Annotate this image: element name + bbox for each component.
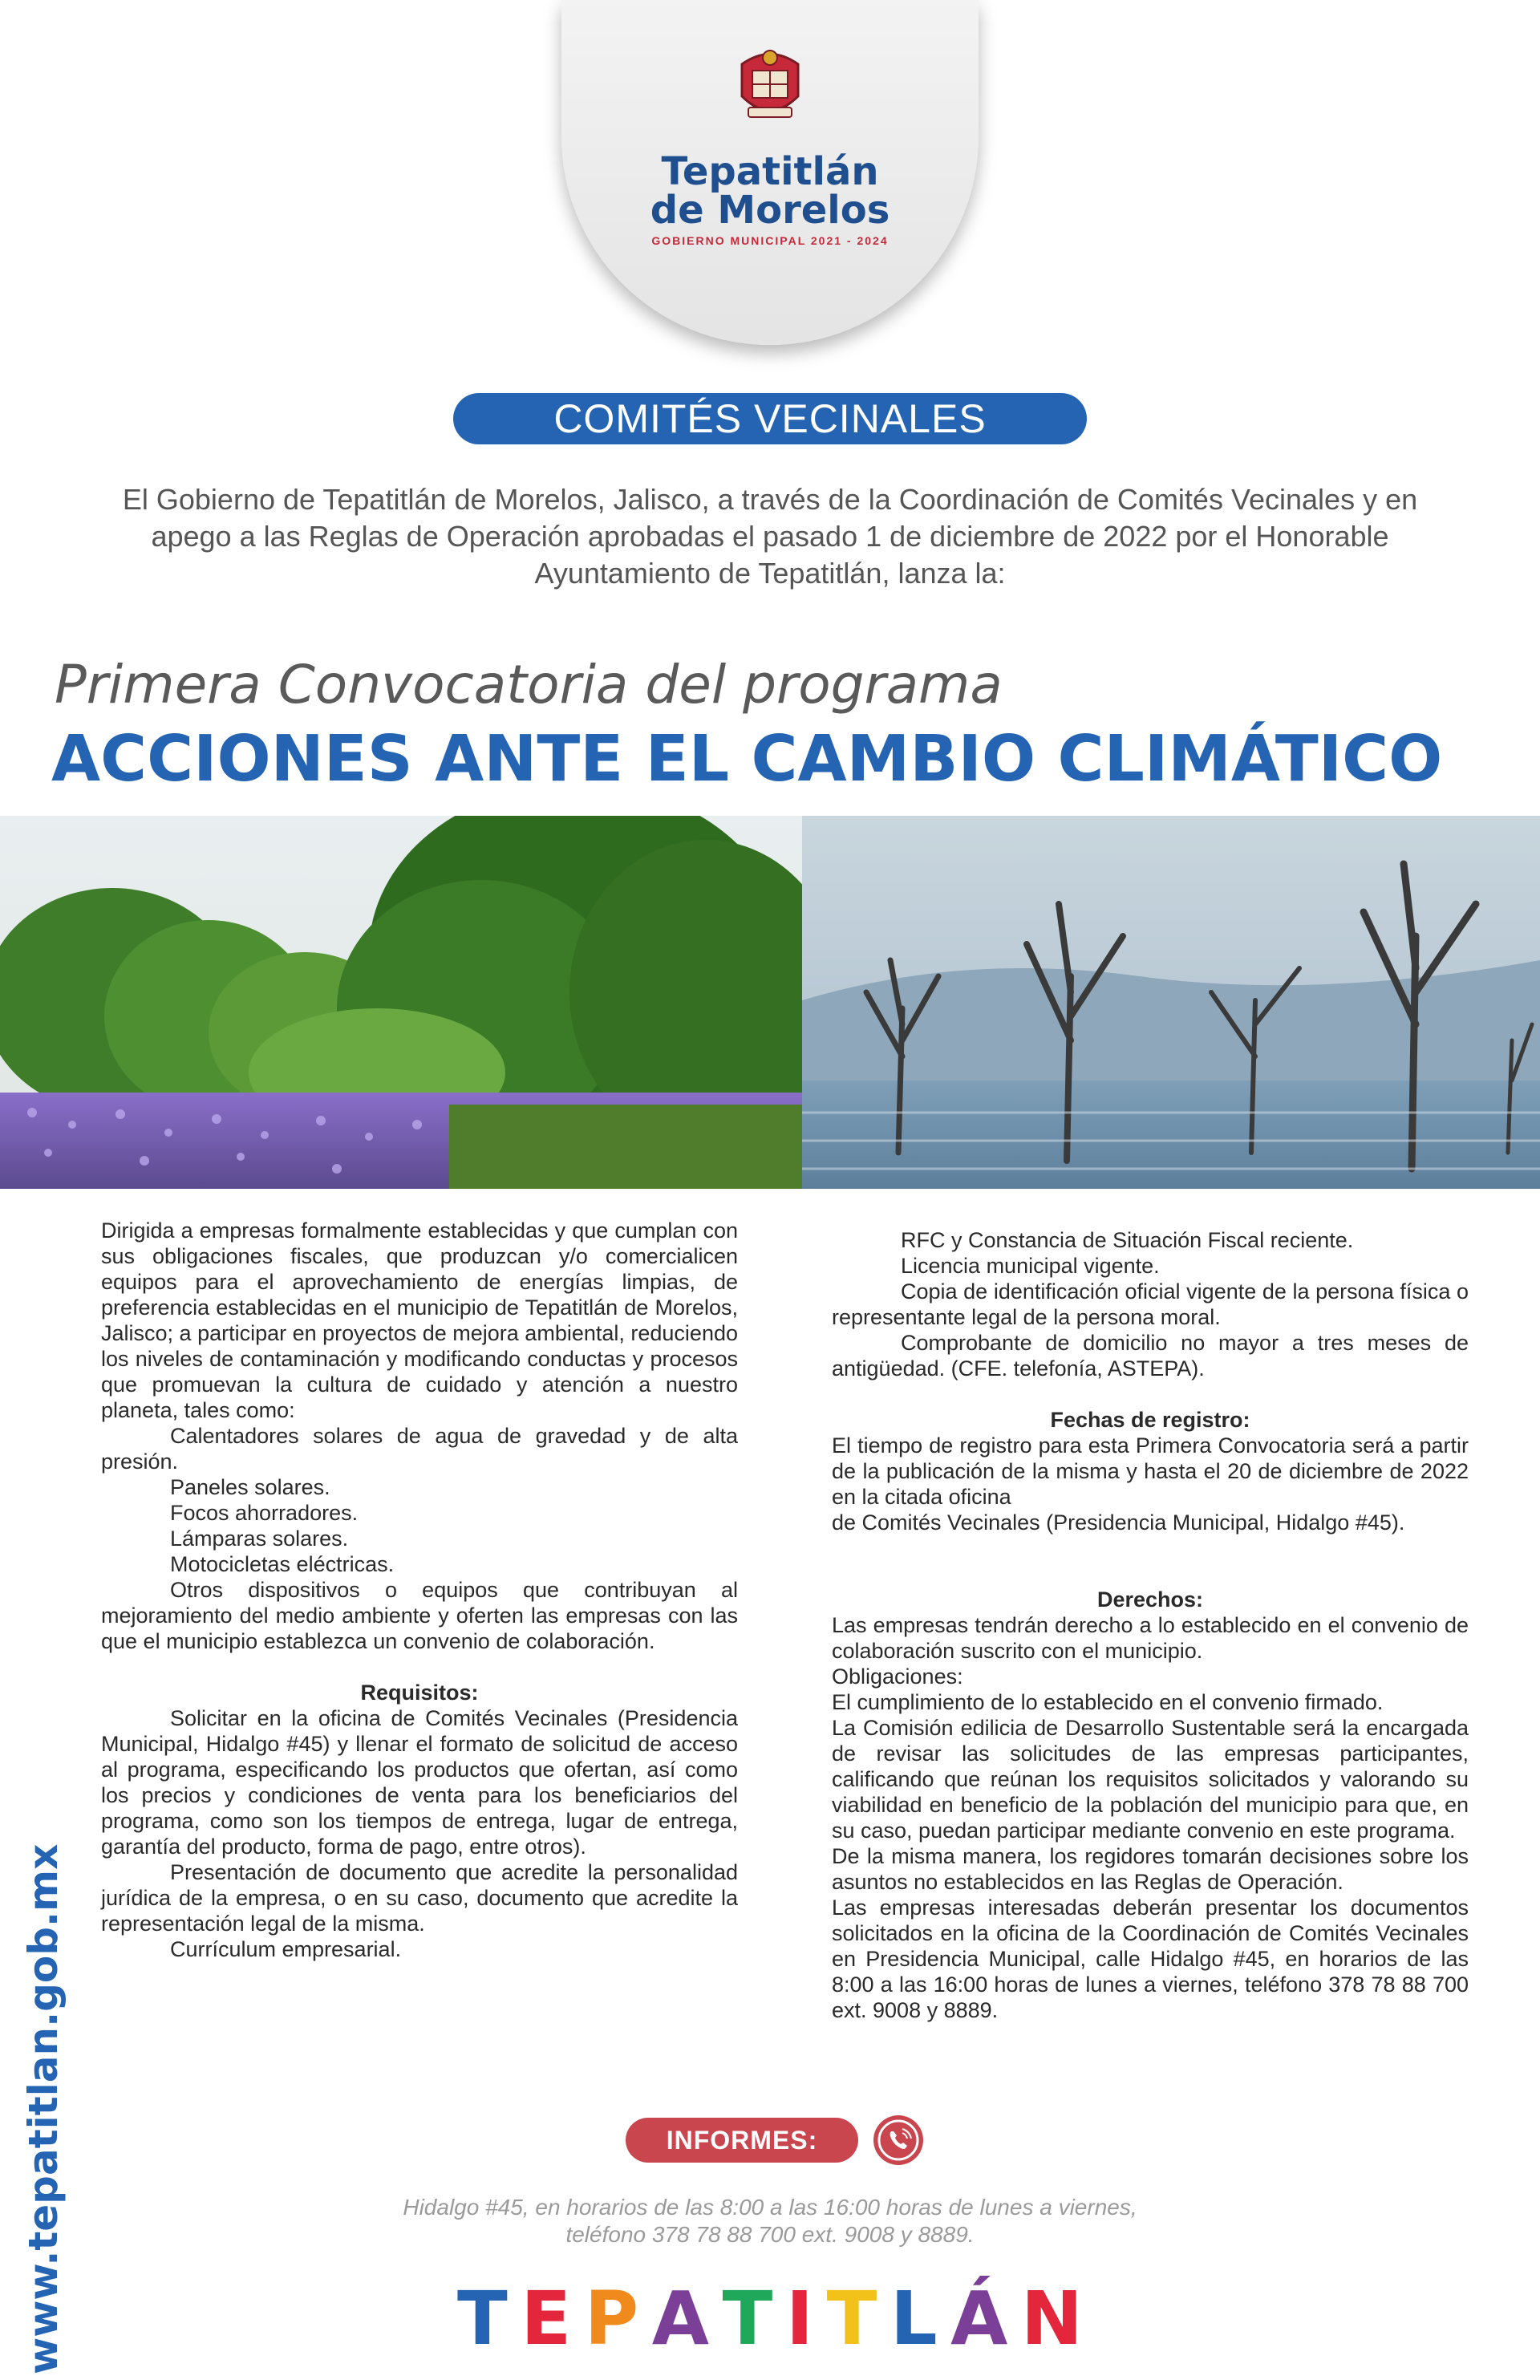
logo-subtitle: GOBIERNO MUNICIPAL 2021 - 2024 (651, 234, 889, 247)
derechos-text: Las empresas tendrán derecho a lo establecido en el convenio de colaboración suscrito con el municipio. (832, 1613, 1469, 1663)
call-description: Dirigida a empresas formalmente establecidas y que cumplan con sus obligaciones fiscales, que produzcan y/o comercialicen equipos para el aprovechamiento de energías limpias, de preferencia establecidas en el municipio de Tepatitlán de Morelos, Jalisco; a participar en proyectos de mejora ambiental, reduciendo los niveles de contaminación y modificando conductas y procesos que promuevan la cultura de cuidado y atención a nuestro planeta, tales como: (101, 1218, 738, 1422)
program-subtitle: Primera Convocatoria del programa (55, 654, 1003, 716)
wordmark-letter: T (457, 2275, 508, 2362)
logo-title-line1: Tepatitlán (661, 149, 879, 194)
municipal-crest-icon (726, 40, 814, 128)
program-headline: ACCIONES ANTE EL CAMBIO CLIMÁTICO (51, 722, 1443, 796)
wordmark-letter: T (722, 2275, 773, 2362)
list-item: Paneles solares. (170, 1475, 330, 1499)
final-instructions: Las empresas interesadas deberán presentar los documentos solicitados en la oficina de la Coordinación de Comités Vecinales en Presidencia Municipal, calle Hidalgo #45, en horarios de las 8:00 a las 16:00 horas de lunes a viernes, teléfono 378 78 88 700 ext. 9008 y 8889. (832, 1895, 1469, 2022)
footer-info (241, 2194, 1299, 2248)
fechas-text: El tiempo de registro para esta Primera Convocatoria será a partir de la publicación de la misma y hasta el 20 de diciembre de 2022 en la citada oficina (832, 1433, 1469, 1509)
flooded-trees-photo (802, 816, 1540, 1189)
list-item: Focos ahorradores. (170, 1501, 359, 1525)
requisito-item: Licencia municipal vigente. (901, 1254, 1160, 1278)
informes-badge: INFORMES: (626, 2118, 858, 2163)
left-column (101, 1218, 738, 1962)
list-item: Motocicletas eléctricas. (170, 1552, 395, 1576)
phone-icon[interactable] (873, 2115, 923, 2165)
logo-title-line2: de Morelos (650, 188, 890, 233)
requisito-item: RFC y Constancia de Situación Fiscal reciente. (901, 1228, 1354, 1252)
wordmark-letter: L (890, 2275, 938, 2362)
obligaciones-label: Obligaciones: (832, 1664, 963, 1689)
list-item: Otros dispositivos o equipos que contribuyan al mejoramiento del medio ambiente y oferten las empresas con las que el municipio establezca un convenio de colaboración. (101, 1578, 738, 1653)
wordmark-letter: Á (950, 2275, 1008, 2362)
list-item: Calentadores solares de agua de gravedad y de alta presión. (101, 1424, 738, 1474)
comision-text: La Comisión edilicia de Desarrollo Sustentable será la encargada de revisar las solicitudes de las empresas participantes, calificando que reúnan los requisitos solicitados y valorando su viabilidad en beneficio de la población del municipio para que, en su caso, puedan participar mediante convenio en este programa. (832, 1716, 1469, 1843)
requisito-item: Copia de identificación oficial vigente de la persona física o representante legal de la persona moral. (832, 1279, 1469, 1329)
requisito-item: Solicitar en la oficina de Comités Vecinales (Presidencia Municipal, Hidalgo #45) y llenar el formato de solicitud de acceso al programa, especificando los productos que ofertan, así como los precios y condiciones de venta para los beneficiarios del programa, como son los tiempos de entrega, lugar de entrega, garantía del producto, forma de pago, entre otros). (101, 1706, 738, 1859)
wordmark-letter: N (1020, 2275, 1083, 2362)
forest-photo (0, 816, 802, 1189)
right-column (832, 1227, 1469, 2023)
wordmark-letter: E (521, 2275, 572, 2362)
list-item: Lámparas solares. (170, 1527, 349, 1551)
fechas-text-cont: de Comités Vecinales (Presidencia Municipal, Hidalgo #45). (832, 1510, 1405, 1535)
footer-info-line1: Hidalgo #45, en horarios de las 8:00 a las 16:00 horas de lunes a viernes, (403, 2195, 1137, 2220)
fechas-heading: Fechas de registro: (1050, 1408, 1250, 1432)
wordmark-letter: T (826, 2275, 877, 2362)
intro-paragraph: El Gobierno de Tepatitlán de Morelos, Jalisco, a través de la Coordinación de Comités Vecinales y en apego a las Reglas de Operación aprobadas el pasado 1 de diciembre de 2022 por el Honorable Ayuntamiento de Tepatitlán, lanza la: (122, 483, 1418, 590)
website-url[interactable]: www.tepatitlan.gob.mx (20, 1843, 67, 2374)
wordmark-letter: A (651, 2275, 709, 2362)
requisito-item: Currículum empresarial. (170, 1937, 402, 1961)
wordmark-letter: I (785, 2275, 814, 2362)
regidores-text: De la misma manera, los regidores tomarán decisiones sobre los asuntos no establecidos en las Reglas de Operación. (832, 1844, 1469, 1894)
derechos-heading: Derechos: (1096, 1587, 1204, 1612)
requisitos-heading: Requisitos: (360, 1681, 479, 1705)
obligaciones-text: El cumplimiento de lo establecido en el convenio firmado. (832, 1690, 1384, 1714)
tepatitlan-wordmark (457, 2275, 1083, 2362)
requisito-item: Presentación de documento que acredite la personalidad jurídica de la empresa, o en su caso, documento que acredite la representación legal de la misma. (101, 1860, 738, 1936)
requisito-item: Comprobante de domicilio no mayor a tres meses de antigüedad. (CFE. telefonía, ASTEPA). (832, 1331, 1469, 1381)
section-banner: COMITÉS VECINALES (453, 393, 1087, 444)
footer-info-line2: teléfono 378 78 88 700 ext. 9008 y 8889. (565, 2222, 975, 2247)
wordmark-letter: P (584, 2275, 639, 2362)
